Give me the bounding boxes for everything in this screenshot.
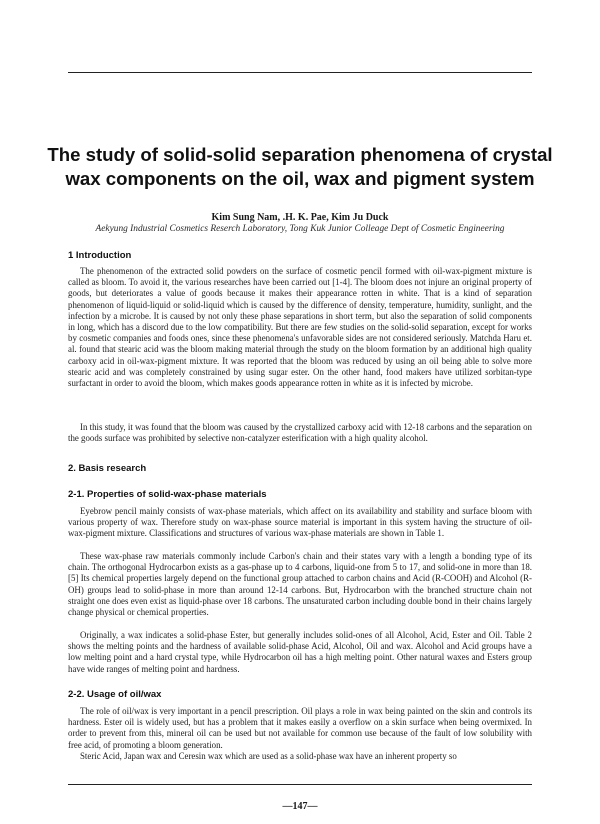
section-heading-basis-research: 2. Basis research	[68, 463, 147, 474]
section-heading-introduction: 1 Introduction	[68, 250, 132, 261]
header-rule	[68, 72, 532, 73]
title-line-2: wax components on the oil, wax and pigment system	[65, 168, 535, 189]
title-line-1: The study of solid-solid separation phenomena of crystal	[47, 144, 553, 165]
intro-paragraph-2: In this study, it was found that the bloom was caused by the crystallized carboxy acid with 12-18 carbons and the separation on the goods surface was prohibited by selective non-catalyzer esterification with a high quality alcohol.	[68, 422, 532, 444]
wax-properties-paragraph-1: Eyebrow pencil mainly consists of wax-phase materials, which affect on its availability and stability and surface bloom with various property of wax. Therefore study on wax-phase source material is important in this system having the structure of oil-wax-pigment mixture. Classifications and structures of various wax-phase materials are shown in Table 1.	[68, 506, 532, 539]
oil-wax-usage-paragraph-1: The role of oil/wax is very important in a pencil prescription. Oil plays a role in wax being painted on the skin and controls its hardness. Ester oil is widely used, but has a problem that it makes easily a overflow on a skin surface when being overmixed. In order to prevent from this, mineral oil can be used but not available for common use because of the fault of low solubility with free acid, of promoting a bloom generation.	[68, 706, 532, 750]
affiliation: Aekyung Industrial Cosmetics Reserch Laboratory, Tong Kuk Junior Colleage Dept of Cosmetic Engineering	[95, 224, 505, 234]
oil-wax-usage-paragraph-2: Steric Acid, Japan wax and Ceresin wax which are used as a solid-phase wax have an inherent property so	[80, 751, 457, 761]
paper-title	[40, 143, 560, 191]
wax-properties-paragraph-2: These wax-phase raw materials commonly include Carbon's chain and their states vary with a length a bonding type of its chain. The orthogonal Hydrocarbon exists as a gas-phase up to 4 carbons, liquid-one from 5 to 17, and solid-one in more than 18. [5] Its chemical properties largely depend on the functional group attached to carbon chains and Acid (R-COOH) and Alcohol (R-OH) groups lead to solid-phase in more than around 12-14 carbons. But, Hydrocarbon with the branched structure chain not straight one does even exist as liquid-phase over 18 carbons. The unsaturated carbon including double bond in their chains largely change physical or chemical properties.	[68, 551, 532, 618]
wax-properties-paragraph-3: Originally, a wax indicates a solid-phase Ester, but generally includes solid-ones of all Alcohol, Acid, Ester and Oil. Table 2 shows the melting points and the hardness of available solid-phase Acid, Alcohol, Oil and wax. Alcohol and Acid groups have a low melting point and a hard crystal type, while Hydrocarbon oil has a high melting point. Other natural waxes and Esters group have wide ranges of melting point and hardness.	[68, 630, 532, 674]
subsection-heading-oil-wax-usage: 2-2. Usage of oil/wax	[68, 689, 162, 700]
footer-rule	[68, 784, 532, 785]
intro-paragraph-1: The phenomenon of the extracted solid powders on the surface of cosmetic pencil formed with oil-wax-pigment mixture is called as bloom. To avoid it, the various researches have been carried out [1-4]. The bloom does not injure an original property of goods, but deteriorates a value of goods because it makes their appearance rotten in white. That is a kind of separation phenomenon of liquid-liquid or solid-liquid which is caused by the difference of density, temperature, humidity, sunlight, and the infection by a microbe. It is caused by not only these phase separations in short term, but also the separation of solid components in long, which has a discord due to the low compatibility. But there are few studies on the solid-solid separation, except for works by cosmetic companies and foods ones, since these phenomena's unfavorable sides are not considered seriously. Matchda Haru et. al. found that stearic acid was the bloom making material through the study on the bloom formation by an additional high quality carboxy acid in oil-wax-pigment mixture. It was reported that the bloom was reduced by using an oil being able to solve more stearic acid and was completely constrained by using sugar ester. On the other hand, food makers have utilized sorbitan-type surfactant in order to avoid the bloom, which makes goods appearance rotten in white as it is infected by microbe.	[68, 266, 532, 389]
page-number: —147—	[282, 801, 318, 812]
authors: Kim Sung Nam, .H. K. Pae, Kim Ju Duck	[211, 212, 389, 223]
subsection-heading-wax-properties: 2-1. Properties of solid-wax-phase materials	[68, 489, 267, 500]
